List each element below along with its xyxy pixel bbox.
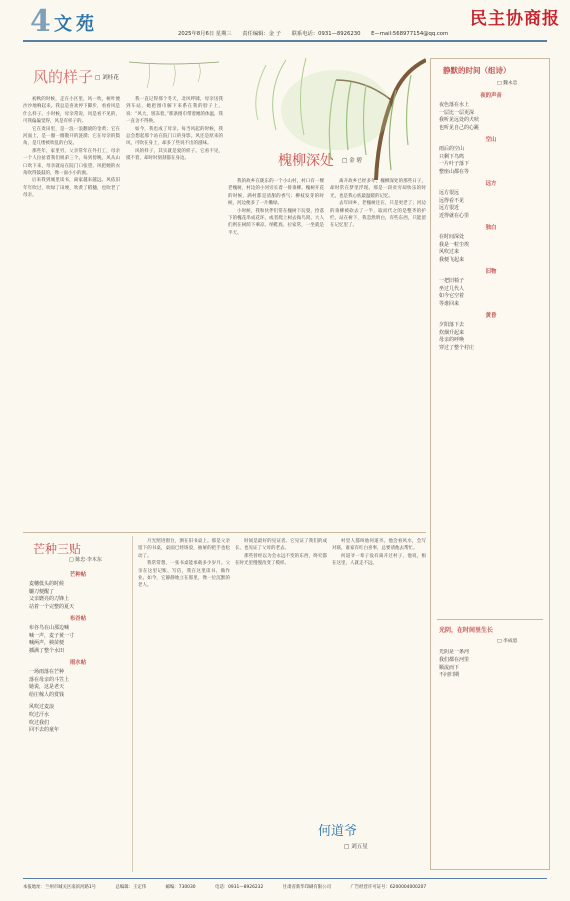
article-wind-column-2 bbox=[126, 96, 223, 528]
poem-line: 风吹过来 bbox=[439, 249, 460, 256]
paragraph: 我的故乡在陇东的一个小山村，村口有一棵老槐树，村边的小河旁长着一排垂柳。槐树开花的时候，满村都是清甜的香气；柳枝发芽的时候，河边便多了一片嫩绿。 bbox=[228, 179, 324, 207]
poem-line: 炊烟升起来 bbox=[439, 329, 465, 336]
article-willow-title: 槐柳深处 bbox=[278, 153, 334, 169]
page-header bbox=[0, 0, 570, 44]
poem bbox=[439, 181, 543, 221]
poem-line: 远得看不见 bbox=[439, 197, 465, 204]
paragraph: 那些曾经以为会永远不变的东西，终究都在时光里慢慢改变了模样。 bbox=[235, 553, 327, 567]
sidebar-subpoem bbox=[439, 649, 543, 859]
poem-line: 只剩下鸟鸣 bbox=[439, 153, 465, 160]
paragraph: 它在麦田里，是一浪一浪翻滚的金黄；它在河面上，是一圈一圈散开的涟漪；它在母亲的鬓角，是几缕被吹乱的白发。 bbox=[23, 126, 120, 147]
poem-title: 芒种帖 bbox=[69, 572, 87, 578]
poem-line: 站着一个完整的夏天 bbox=[29, 604, 75, 611]
poem bbox=[439, 313, 543, 353]
poem-line: 夜色落在水上 bbox=[439, 101, 470, 108]
paragraph: 初秋的时候，走在小区里，风一吹，树叶便沙沙地响起来。我总是喜欢停下脚步，看看风是什么样子。小时候，母亲常说，风是看不见的，可我偏偏觉得，风是有样子的。 bbox=[23, 97, 120, 125]
poem bbox=[29, 616, 127, 656]
poem-line: 一场雨落在芒种 bbox=[29, 668, 65, 675]
poem-line: 穿过了整个村庄 bbox=[439, 345, 475, 352]
poem bbox=[439, 137, 543, 177]
poem-line: 我是一粒尘埃 bbox=[439, 241, 470, 248]
footer-zip: 邮编：730030 bbox=[165, 885, 196, 890]
poem bbox=[29, 704, 127, 735]
paragraph: 离开故乡已经多年，槐柳深处的那些日子，却时常在梦里浮现。那是一段贫穷却快乐的时光，也是我心底最温暖的记忆。 bbox=[330, 179, 426, 199]
poem-title: 旧物 bbox=[485, 268, 497, 275]
paragraph: 我常常想，一张书桌能承载多少岁月。父亲在这里记账、写信，我在这里读书、做作业。如今，它静静地立在那里，像一位沉默的老人。 bbox=[138, 561, 230, 589]
poem-line: 吹过我们 bbox=[29, 719, 50, 726]
section-divider bbox=[23, 532, 426, 533]
poem-line: 一片叶子落下 bbox=[439, 161, 470, 168]
poem-line: 光阴是一条河 bbox=[439, 649, 470, 655]
poem-title: 夜的声音 bbox=[480, 93, 502, 99]
article-willow-column-2 bbox=[330, 178, 426, 530]
poem-line: 插满了整个水田 bbox=[29, 648, 65, 655]
poem-line: 镰刀便醒了 bbox=[29, 588, 55, 595]
paragraph: 月光照进窗台，洒在旧书桌上。那是父亲留下的书桌，桌面已经斑驳，抽屉的把手也松动了。 bbox=[138, 539, 230, 559]
footer-editor: 总编辑：王定伟 bbox=[115, 885, 147, 890]
poem-line: 我听见远处的犬吠 bbox=[439, 117, 480, 124]
paragraph: 时间是最好的见证者。它见证了我们的成长，也见证了父母的老去。 bbox=[235, 539, 327, 552]
willow-decoration bbox=[119, 60, 223, 90]
sidebar-subtitle: 光阴，在时间里生长 bbox=[439, 627, 494, 634]
poem-line: 也听见自己的心跳 bbox=[439, 125, 480, 132]
poem-line: 吹过汗水 bbox=[29, 711, 50, 718]
article-hedaoye-text bbox=[332, 538, 426, 804]
poem-line: 雨后的空山 bbox=[439, 145, 465, 152]
sidebar-poem-list bbox=[439, 89, 543, 609]
poem-line: 回不去的童年 bbox=[29, 727, 60, 734]
poem bbox=[29, 572, 127, 612]
footer-address: 本报地址：兰州市城关区南滨河路1号 bbox=[23, 885, 97, 890]
poem-title: 独白 bbox=[485, 224, 497, 231]
poem-group-title: 芒种三贴 bbox=[33, 542, 82, 556]
poem-line: 我便飞起来 bbox=[439, 257, 465, 264]
poem-line: 远方很远 bbox=[439, 189, 460, 196]
poem-line: 如今它空着 bbox=[439, 293, 465, 300]
poem-title: 远方 bbox=[485, 180, 497, 187]
article-wind-author: □ 刘桂花 bbox=[95, 75, 119, 81]
poem-line: 等谁回来 bbox=[439, 301, 460, 308]
poem-line: 给庄稼人的赏钱 bbox=[29, 692, 65, 699]
article-wind-column-1 bbox=[23, 96, 120, 528]
footer-phone: 电话：0931—8926232 bbox=[214, 885, 264, 890]
paragraph: 风的样子，其实就是爱的样子。它看不见，摸不着，却时时刻刻都在身边。 bbox=[126, 148, 223, 162]
poem-line: 一把旧椅子 bbox=[439, 277, 465, 284]
poem-line: 喊两声，秧苗便 bbox=[29, 640, 65, 647]
newspaper-brand: 民主协商报 bbox=[470, 9, 560, 29]
poem bbox=[439, 225, 543, 265]
article-hedaoye-author: □ 刘五星 bbox=[344, 844, 368, 850]
article-willow-author: □ 金 碧 bbox=[342, 158, 363, 164]
paragraph: 何道爷一辈子没有离开过村子，他说，根在这里，人就走不远。 bbox=[332, 553, 426, 567]
poem-line: 父亲磨亮的刀锋上 bbox=[29, 596, 70, 603]
poem-title: 空山 bbox=[485, 136, 497, 143]
poem-line: 麦穗低头的时候 bbox=[29, 580, 65, 587]
sidebar-subauthor: □ 李成恩 bbox=[497, 639, 518, 644]
poem-line: 我们都在河里 bbox=[439, 656, 470, 663]
poem-title: 雨水帖 bbox=[69, 659, 87, 666]
poem-list bbox=[29, 568, 127, 868]
poem-group-author: □ 陈忠·李木东 bbox=[69, 557, 102, 563]
sidebar-poems bbox=[430, 58, 550, 870]
paragraph: 村里人都叫他何道爷。他会看风水，会写对联，谁家有红白喜事，总要请他去帮忙。 bbox=[332, 539, 426, 552]
poem-title: 布谷帖 bbox=[69, 615, 87, 622]
sidebar-author: □ 魏永忠 bbox=[497, 81, 518, 86]
footer-printer: 甘肃省新华印刷有限公司 bbox=[282, 885, 331, 890]
poem-group bbox=[23, 536, 133, 872]
header-rule bbox=[23, 40, 547, 42]
paragraph: 小时候，我和伙伴们常在槐树下玩耍，捡落下的槐花串成花环，或者爬上树去掏鸟窝。大人们则在树荫下乘凉、纳鞋底、拉家常，一坐就是半天。 bbox=[228, 208, 324, 236]
willow-branch-icon bbox=[119, 60, 223, 90]
article-desk-column-1 bbox=[138, 538, 230, 872]
footer-ad-license: 广告经营许可证号：6200004000207 bbox=[350, 885, 427, 890]
paragraph: 我一直记得那个冬天，北风呼啸，母亲送我到车站，她把围巾解下来系在我的脖子上，说：“风大，别冻着。”那条围巾带着她的体温，我一直舍不得换。 bbox=[126, 97, 223, 125]
poem bbox=[439, 269, 543, 309]
article-willow-column-1 bbox=[228, 178, 324, 530]
sidebar-title: 静默的时间（组诗） bbox=[443, 66, 511, 75]
poem-title: 黄昏 bbox=[485, 312, 497, 319]
poem-line: 夕阳落下去 bbox=[439, 321, 465, 328]
poem-line: 一层比一层更深 bbox=[439, 109, 475, 116]
article-hedaoye-title: 何道爷 bbox=[318, 824, 358, 839]
poem-line: 在时间深处 bbox=[439, 233, 465, 240]
poem-line: 母亲的呼唤 bbox=[439, 337, 465, 344]
poem-line: 不问归期 bbox=[439, 672, 460, 679]
poem-line: 坐过几代人 bbox=[439, 285, 465, 292]
article-desk-column-2 bbox=[235, 538, 327, 872]
header-info: 2025年8月6日 星期三 责任编辑：金 子 联系电话：0931—8926230 E—mail:568977154@qq.com bbox=[178, 31, 449, 37]
poem-line: 风吹过麦浪 bbox=[29, 703, 55, 710]
poem-line: 布谷鸟在山那边喊 bbox=[29, 624, 70, 631]
page-number: 4 bbox=[30, 4, 51, 39]
paragraph: 后来我到城里读书，离家越来越远。风依旧年年吹过，吹绿了田埂，吹黄了稻穗，也吹老了母亲。 bbox=[23, 178, 120, 199]
paragraph: 那些年，家里穷，父亲常年在外打工，母亲一个人拉扯着我们姐弟三个。每到傍晚，风从山口吹下来，母亲就站在院门口张望，风把她的衣角吹得鼓鼓的，像一面小小的旗。 bbox=[23, 148, 120, 177]
poem-line: 喊一声，麦子黄一寸 bbox=[29, 632, 75, 639]
poem-line: 整座山都在等 bbox=[439, 169, 470, 176]
poem-line: 近得就在心里 bbox=[439, 213, 470, 220]
poem bbox=[439, 93, 543, 133]
page-footer bbox=[23, 878, 547, 890]
paragraph: 去年回乡，老槐树还在，只是更老了；河边的垂柳被砍去了一半，取而代之的是整齐的护栏。站在树下，我忽然明白，有些东西，只能留在记忆里了。 bbox=[330, 201, 426, 229]
poem-line: 落在母亲的斗笠上 bbox=[29, 676, 70, 683]
poem bbox=[29, 660, 127, 700]
paragraph: 如今，我也成了母亲。每当风起的时候，我总会想起那个站在院门口的身影。风还是原来的风，可吹在身上，却多了些说不出的滋味。 bbox=[126, 126, 223, 147]
section-name: 文苑 bbox=[54, 14, 98, 35]
poem-line: 远方很近 bbox=[439, 205, 460, 212]
poem-line: 她说，这是老天 bbox=[29, 684, 65, 691]
sidebar-divider bbox=[437, 619, 543, 620]
poem-line: 顺流而下 bbox=[439, 664, 460, 671]
article-wind-title: 风的样子 bbox=[33, 68, 94, 86]
